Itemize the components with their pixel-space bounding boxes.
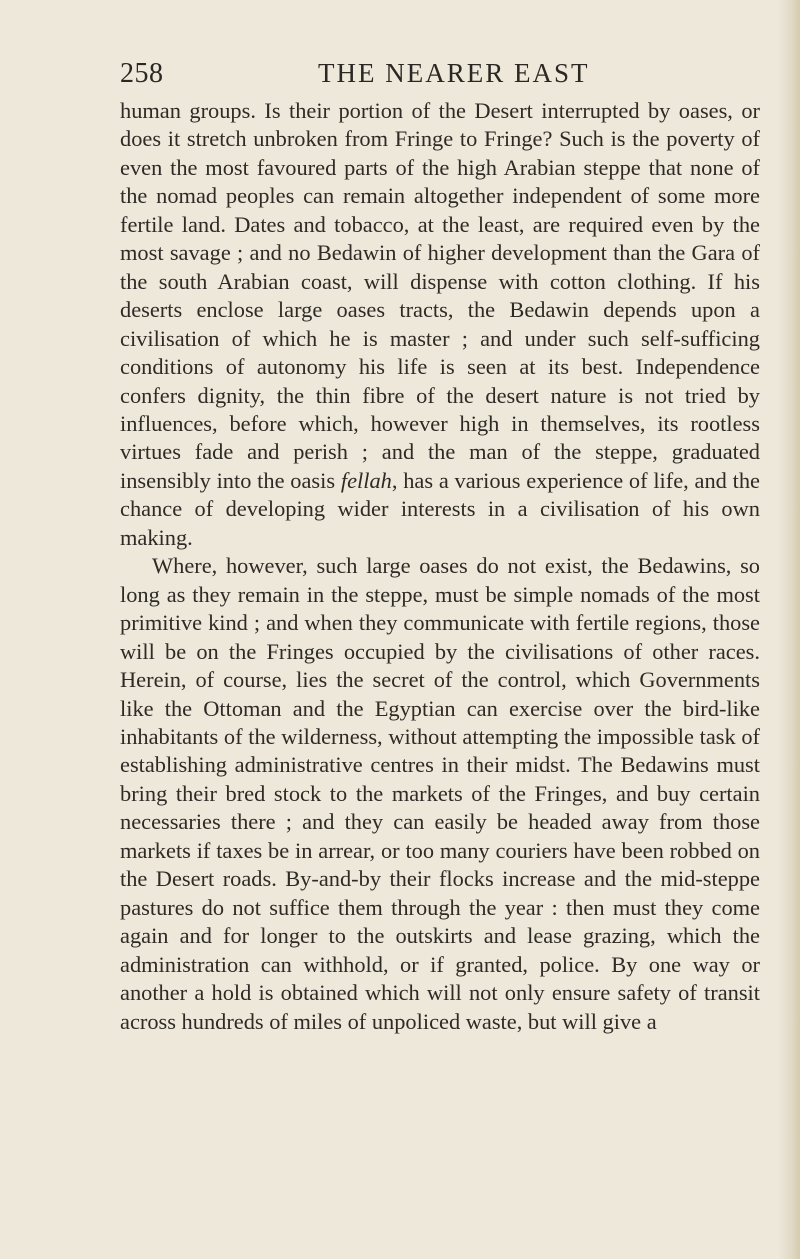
page-edge-shadow bbox=[778, 0, 800, 1259]
paragraph bbox=[120, 97, 760, 552]
italic-term: fellah bbox=[340, 467, 392, 493]
body-text bbox=[120, 97, 760, 1036]
paragraph-text: , has a various experience of life, and the chance of developing wider interests in a civilisation of his own making. bbox=[120, 467, 760, 550]
running-title: THE NEARER EAST bbox=[318, 58, 590, 88]
page-number: 258 bbox=[120, 58, 164, 89]
paragraph: Where, however, such large oases do not exist, the Bedawins, so long as they remain in the steppe, must be simple nomads of the most primitive kind ; and when they communicate with fertile regions, those will be on the Fringes occupied by the civilisations of other races. Herein, of course, lies the secret of the control, which Governments like the Ottoman and the Egyptian can exercise over the bird-like inhabitants of the wilderness, without attempting the impossible task of establishing administrative centres in their midst. The Bedawins must bring their bred stock to the markets of the Fringes, and buy certain necessaries there ; and they can easily be headed away from those markets if taxes be in arrear, or too many couriers have been robbed on the Desert roads. By-and-by their flocks increase and the mid-steppe pastures do not suffice them through the year : then must they come again and for longer to the outskirts and lease grazing, which the administration can withhold, or if granted, police. By one way or another a hold is obtained which will not only ensure safety of transit across hundreds of miles of unpoliced waste, but will give a bbox=[120, 553, 760, 1034]
paragraph-text: human groups. Is their portion of the Desert interrupted by oases, or does it stretch unbroken from Fringe to Fringe? Such is the poverty of even the most favoured parts of the high Arabian steppe that none of the nomad peoples can remain altogether independent of some more fertile land. Dates and tobacco, at the least, are required even by the most savage ; and no Bedawin of higher development than the Gara of the south Arabian coast, will dispense with cotton clothing. If his deserts enclose large oases tracts, the Bedawin depends upon a civilisation of which he is master ; and under such self-sufficing conditions of autonomy his life is seen at its best. Independence confers dignity, the thin fibre of the desert nature is not tried by influences, before which, however high in themselves, its rootless virtues fade and perish ; and the man of the steppe, graduated insensibly into the oasis bbox=[120, 98, 760, 493]
running-head bbox=[120, 58, 760, 98]
